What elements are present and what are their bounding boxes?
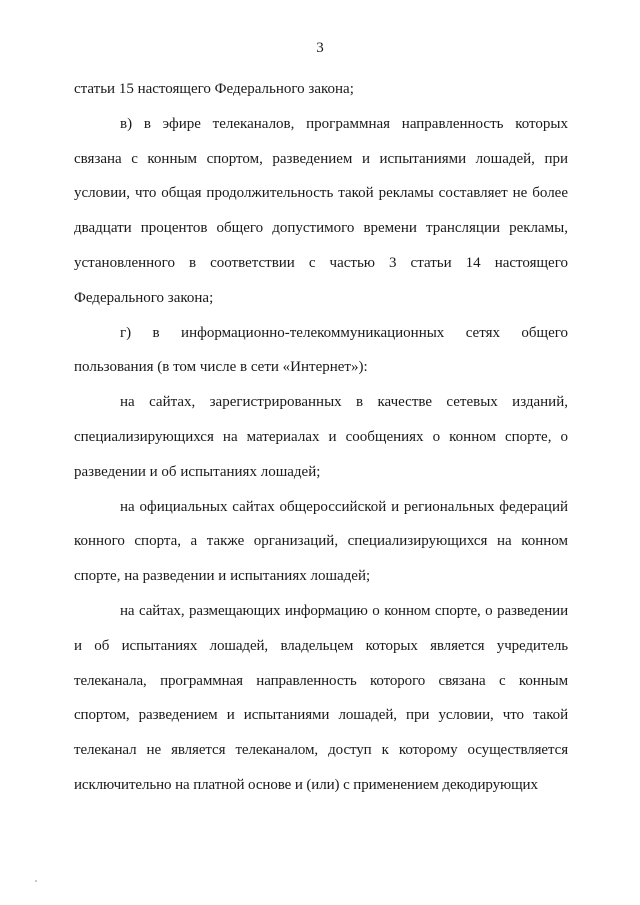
paragraph-network-publications: на сайтах, зарегистрированных в качестве сетевых изданий, специализирующихся на материалах и сообщениях о конном спорте, о разведении и об испытаниях лошадей; (74, 394, 568, 480)
document-body (74, 72, 568, 803)
paragraph-tv-founder-sites: на сайтах, размещающих информацию о конном спорте, о разведении и об испытаниях лошадей, владельцем которых является учредитель телеканала, программная направленность которого связана с конным спортом, разведением и испытаниями лошадей, при условии, что такой телеканал не является телеканалом, доступ к которому осуществляется исключительно на платной основе и (или) с применением декодирующих (74, 602, 568, 793)
paragraph-item-v: в) в эфире телеканалов, программная направленность которых связана с конным спортом, разведением и испытаниями лошадей, при условии, что общая продолжительность такой рекламы составляет не более двадцати процентов общего допустимого времени трансляции рекламы, установленного в соответствии с частью 3 статьи 14 настоящего Федерального закона; (74, 115, 568, 306)
scan-speck (35, 880, 37, 882)
paragraph-item-g: г) в информационно-телекоммуникационных сетях общего пользования (в том числе в сети «Интернет»): (74, 324, 568, 376)
paragraph-continuation: статьи 15 настоящего Федерального закона; (74, 81, 354, 97)
paragraph-official-federation-sites: на официальных сайтах общероссийской и региональных федераций конного спорта, а также организаций, специализирующихся на конном спорте, на разведении и испытаниях лошадей; (74, 498, 568, 585)
page-number: 3 (316, 40, 324, 56)
